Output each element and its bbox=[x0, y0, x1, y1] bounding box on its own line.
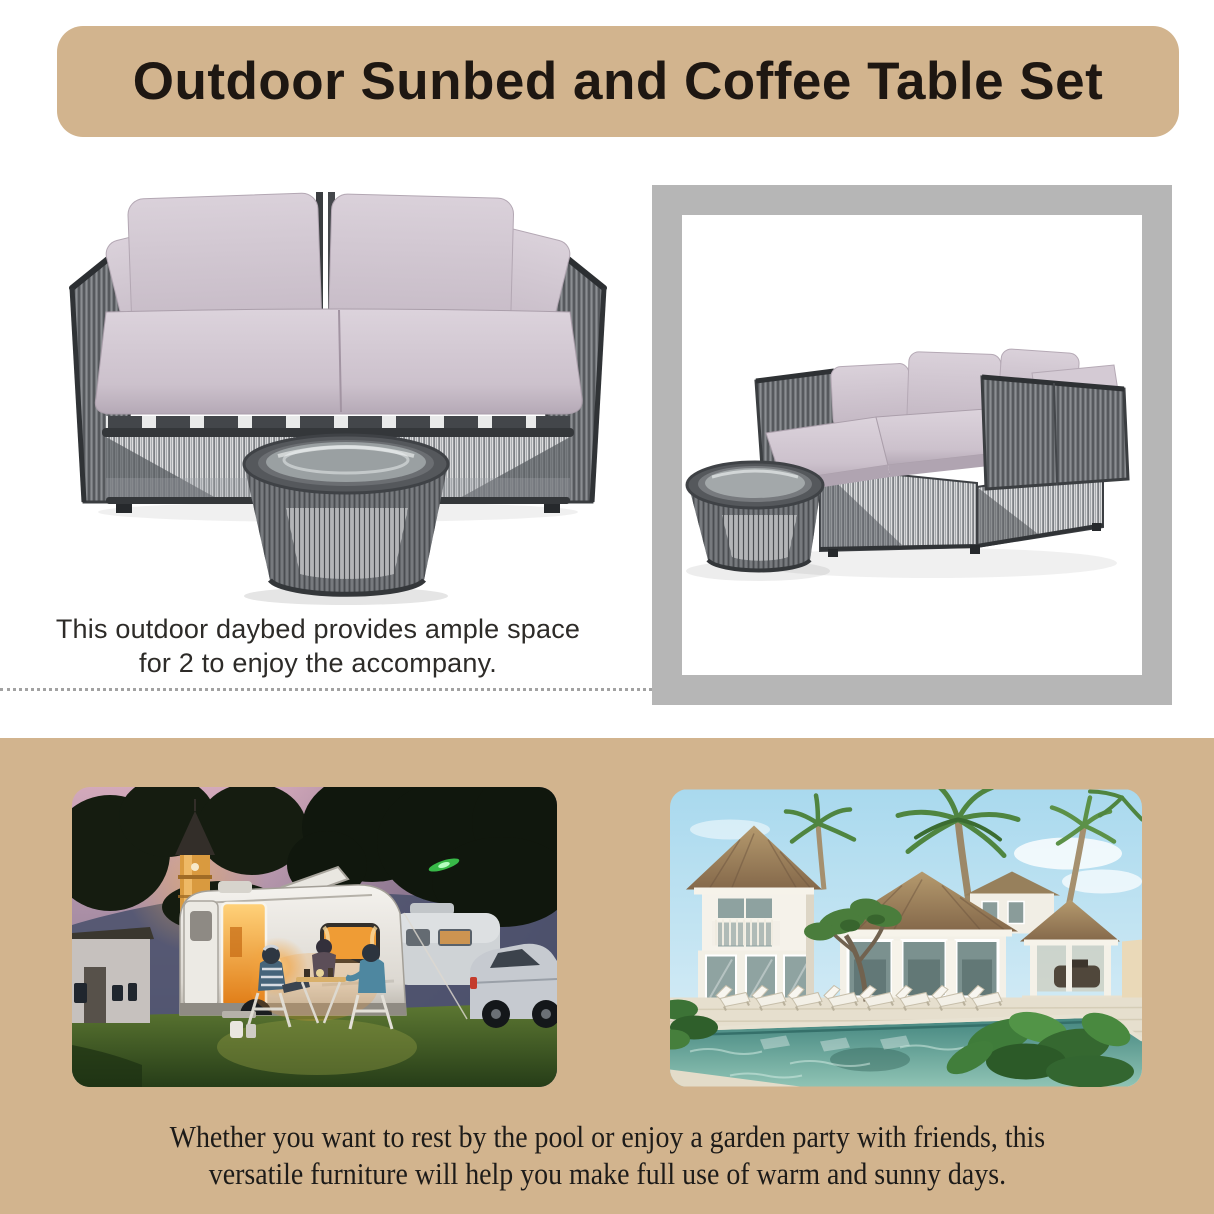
page-title: Outdoor Sunbed and Coffee Table Set bbox=[132, 52, 1104, 111]
framed-product-photo bbox=[652, 185, 1172, 705]
lifestyle-caption bbox=[0, 1118, 1214, 1192]
lifestyle-caption-line2: versatile furniture will help you make full use of warm and sunny days. bbox=[208, 1156, 1006, 1191]
coffee-table-front bbox=[244, 435, 448, 605]
product-caption bbox=[0, 612, 636, 680]
daybed-front-photo bbox=[58, 160, 618, 610]
car bbox=[470, 944, 557, 1028]
coffee-table-angled bbox=[687, 462, 823, 570]
lifestyle-caption-line1: Whether you want to rest by the pool or enjoy a garden party with friends, this bbox=[169, 1119, 1045, 1154]
shed bbox=[72, 927, 154, 1023]
dotted-divider bbox=[0, 688, 652, 691]
camping-photo bbox=[72, 787, 557, 1087]
villa-photo bbox=[670, 789, 1142, 1087]
caption-line2: for 2 to enjoy the accompany. bbox=[139, 648, 497, 678]
title-banner bbox=[57, 26, 1179, 137]
daybed-angle-photo bbox=[682, 215, 1142, 675]
caption-line1: This outdoor daybed provides ample space bbox=[55, 614, 581, 644]
